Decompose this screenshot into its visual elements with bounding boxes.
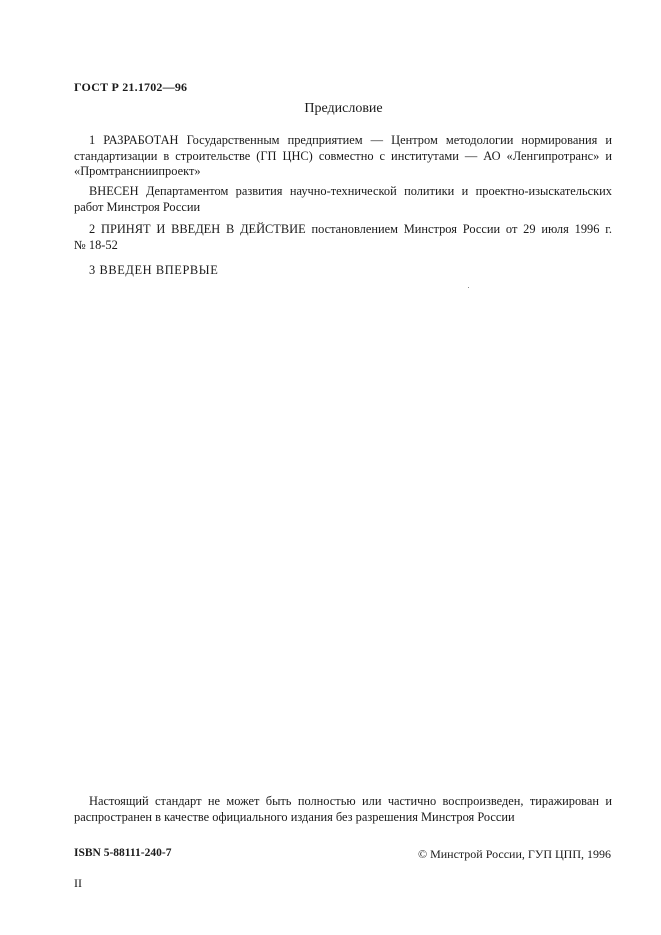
document-code: ГОСТ Р 21.1702—96 xyxy=(74,80,188,94)
page-title: Предисловие xyxy=(304,101,383,116)
notice-line: распространен в качестве официального издания без разрешения Минстроя России xyxy=(74,809,515,824)
page-number: II xyxy=(74,876,82,890)
reproduction-notice xyxy=(74,794,612,825)
paragraph-line: работ Минстроя России xyxy=(74,199,201,214)
paragraph-first-introduced xyxy=(74,263,612,279)
paragraph-introduced-by xyxy=(74,184,612,215)
paragraph-line: 3 ВВЕДЕН ВПЕРВЫЕ xyxy=(89,263,219,277)
notice-line: Настоящий стандарт не может быть полностью или частично воспроизведен, тиражирован и xyxy=(89,794,612,808)
paragraph-line: ВНЕСЕН Департаментом развития научно-технической политики и проектно-изыскательских xyxy=(89,184,612,198)
paragraph-line: 1 РАЗРАБОТАН Государственным предприятием — Центром методологии нормирования и xyxy=(89,133,612,147)
paragraph-line: стандартизации в строительстве (ГП ЦНС) совместно с институтами — АО «Ленгипротранс» и xyxy=(74,148,612,163)
paragraph-line: 2 ПРИНЯТ И ВВЕДЕН В ДЕЙСТВИЕ постановлением Минстроя России от 29 июля 1996 г. xyxy=(89,222,612,236)
copyright-notice: © Минстрой России, ГУП ЦПП, 1996 xyxy=(417,847,611,861)
paragraph-line: № 18-52 xyxy=(74,237,118,252)
scan-speck xyxy=(468,287,469,288)
paragraph-line: «Промтрансниипроект» xyxy=(74,164,201,179)
paragraph-adopted xyxy=(74,222,612,253)
isbn-number: ISBN 5-88111-240-7 xyxy=(74,847,172,859)
paragraph-developed-by xyxy=(74,133,612,180)
